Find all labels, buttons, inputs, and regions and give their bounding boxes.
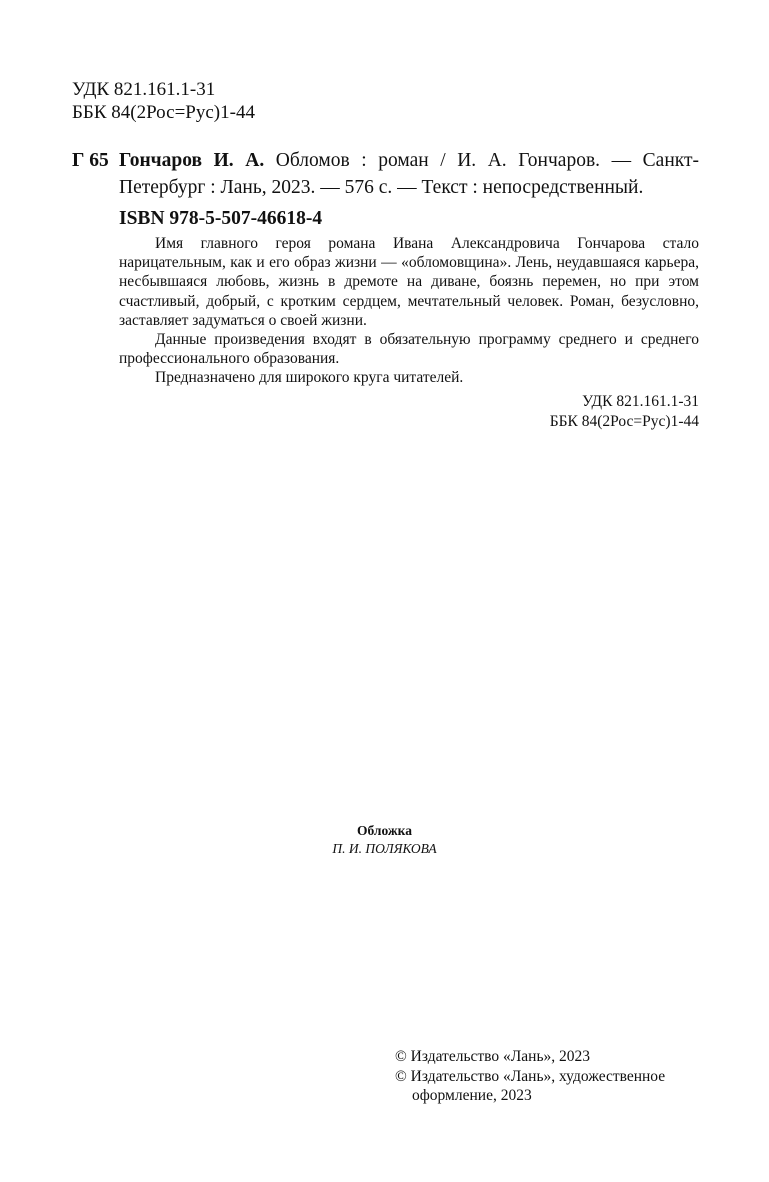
udk-code: УДК 821.161.1-31 (72, 79, 216, 100)
author-sign: Г 65 (72, 150, 109, 171)
udc-header-block (72, 78, 255, 124)
annotation (119, 234, 699, 388)
author-name: Гончаров И. А. (119, 150, 265, 171)
bbk-code: ББК 84(2Рос=Рус)1-44 (72, 102, 255, 123)
description-text: Обломов : роман / И. А. Гончаров. — Санкт-Петербург : Лань, 2023. — 576 с. — Текст : непосредственный. (119, 150, 699, 198)
cover-designer: П. И. ПОЛЯКОВА (332, 841, 437, 856)
bibliographic-description (119, 147, 699, 201)
isbn: ISBN 978-5-507-46618-4 (119, 208, 323, 229)
copyright-block (395, 1047, 705, 1106)
catalog-entry (72, 147, 699, 201)
udk-code: УДК 821.161.1-31 (582, 393, 699, 410)
copyright-line: © Издательство «Лань», художественное (395, 1067, 666, 1085)
annotation-paragraph: Предназначено для широкого круга читателей. (155, 369, 464, 387)
annotation-paragraph: Данные произведения входят в обязательную программу среднего и среднего профессионального образования. (119, 331, 699, 368)
cover-label: Обложка (356, 823, 412, 838)
cover-credit (0, 822, 769, 858)
copyright-line: оформление, 2023 (412, 1087, 532, 1104)
copyright-line: © Издательство «Лань», 2023 (395, 1048, 591, 1065)
bbk-code: ББК 84(2Рос=Рус)1-44 (549, 412, 699, 430)
udc-footer-block (450, 392, 699, 431)
annotation-paragraph: Имя главного героя романа Ивана Александровича Гончарова стало нарицательным, как и его образ жизни — «обломовщина». Лень, неудавшаяся карьера, несбывшаяся любовь, жизнь в дремоте на диване, боязнь перемен, но при этом счастливый, добрый, с кротким сердцем, мечтательный человек. Роман, безусловно, заставляет задуматься о своей жизни. (119, 235, 699, 329)
